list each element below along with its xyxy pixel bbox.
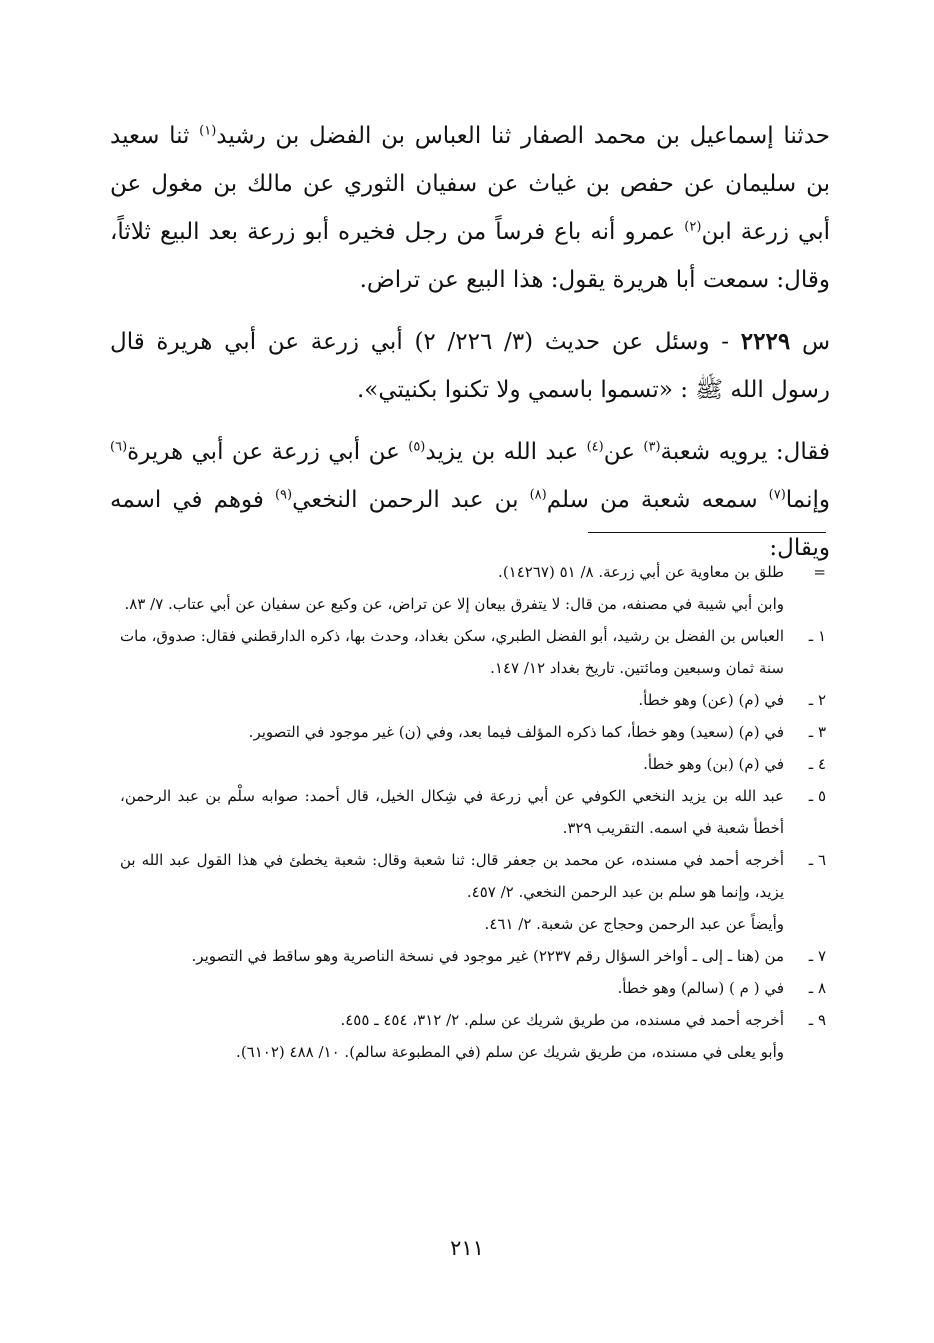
footnotes	[120, 556, 826, 1068]
footnote-line: وأبو يعلى في مسنده، من طريق شريك عن سلم (في المطبوعة سالم). ١٠/ ٤٨٨ (٦١٠٢).	[236, 1043, 784, 1061]
text-run: - وسئل عن حديث (٣/ ٢٢٦/ ٢) أبي زرعة عن أبي هريرة قال رسول الله ﷺ : «تسموا باسمي ولا تكنوا بكنيتي».	[110, 329, 830, 403]
footnote-line: وابن أبي شيبة في مصنفه، من قال: لا يتفرق بيعان إلا عن تراض، عن وكيع عن سفيان عن أبي عتاب. ٧/ ٨٣.	[124, 595, 784, 613]
paragraph-2	[110, 318, 830, 414]
footnote-divider	[588, 532, 826, 533]
footnote-body	[120, 620, 784, 684]
text-run: بن عبد الرحمن النخعي	[292, 487, 530, 513]
footnote-body	[120, 556, 784, 620]
footnote-number: ٥ ـ	[808, 787, 826, 805]
question-number: ٢٢٢٩	[740, 328, 791, 355]
main-text	[110, 112, 830, 586]
footnote-line: عبد الله بن يزيد النخعي الكوفي عن أبي زرعة في شِكال الخيل، قال أحمد: صوابه سلْم بن عبد الرحمن، أخطأ شعبة في اسمه. التقريب ٣٢٩.	[120, 787, 784, 837]
footnote-ref-2[interactable]: (٢)	[684, 219, 702, 235]
footnote-8	[120, 972, 826, 1004]
footnote-body	[120, 684, 784, 716]
text-run: سمعه شعبة من سلم	[546, 487, 769, 513]
footnote-line: في (م) (سعيد) وهو خطأ، كما ذكره المؤلف فيما بعد، وفي (ن) غير موجود في التصوير.	[248, 723, 784, 741]
text-run: عبد الله بن يزيد	[425, 439, 587, 465]
footnote-6	[120, 844, 826, 940]
text-run: عمرو أنه باع فرساً من رجل فخيره أبو زرعة بعد البيع ثلاثاً، وقال: سمعت أبا هريرة يقول: هذا البيع عن تراض.	[110, 219, 830, 293]
footnote-body	[120, 844, 784, 940]
text-run: حدثنا إسماعيل بن محمد الصفار ثنا العباس بن الفضل بن رشيد	[216, 123, 830, 149]
footnote-number: ٣ ـ	[808, 723, 826, 741]
footnote-line: في ( م ) (سالم) وهو خطأ.	[617, 979, 784, 997]
text-run: ثنا سعيد بن سليمان عن حفص بن غياث عن سفيان الثوري عن مالك بن مغول عن أبي زرعة ابن	[110, 123, 830, 245]
text-run: وإنما	[785, 487, 830, 513]
footnote-ref-7[interactable]: (٧)	[768, 487, 786, 503]
footnote-2	[120, 684, 826, 716]
text-run: فقال: يرويه شعبة	[660, 439, 831, 465]
footnote-number: ٤ ـ	[808, 755, 826, 773]
page-number: ٢١١	[450, 1236, 484, 1260]
footnote-number: =	[813, 563, 826, 581]
footnote-number: ١ ـ	[808, 627, 826, 645]
footnote-body	[120, 716, 784, 748]
footnote-ref-8[interactable]: (٨)	[529, 487, 547, 503]
footnote-ref-4[interactable]: (٤)	[586, 439, 604, 455]
footnote-body	[120, 940, 784, 972]
footnote-1	[120, 620, 826, 684]
text-run: عن أبي زرعة عن أبي هريرة	[127, 439, 409, 465]
footnote-continued	[120, 556, 826, 620]
footnote-body	[120, 780, 784, 844]
question-prefix: س	[790, 329, 831, 355]
footnote-line: وأيضاً عن عبد الرحمن وحجاج عن شعبة. ٢/ ٤٦١.	[484, 915, 784, 933]
footnote-line: في (م) (بن) وهو خطأ.	[643, 755, 784, 773]
footnote-line: العباس بن الفضل بن رشيد، أبو الفضل الطبري، سكن بغداد، وحدث بها، ذكره الدارقطني فقال: صدوق، مات سنة ثمان وسبعين ومائتين. تاريخ بغداد ١٢/ ١٤٧.	[120, 627, 784, 677]
footnote-ref-9[interactable]: (٩)	[274, 487, 293, 503]
text-run: عن	[603, 439, 644, 465]
footnote-line: من (هنا ـ إلى ـ أواخر السؤال رقم ٢٢٣٧) غير موجود في نسخة الناصرية وهو ساقط في التصوير.	[191, 947, 784, 965]
footnote-7	[120, 940, 826, 972]
footnote-ref-6[interactable]: (٦)	[110, 439, 128, 455]
footnote-line: في (م) (عن) وهو خطأ.	[638, 691, 784, 709]
paragraph-3	[110, 428, 830, 572]
footnote-number: ٢ ـ	[808, 691, 826, 709]
footnote-line: أخرجه أحمد في مسنده، عن محمد بن جعفر قال: ثنا شعبة وقال: شعبة يخطئ في هذا القول عبد الله بن يزيد، وإنما هو سلم بن عبد الرحمن النخعي. ٢/ ٤٥٧.	[120, 851, 784, 901]
footnote-body	[120, 1004, 784, 1068]
footnote-number: ٨ ـ	[808, 979, 826, 997]
footnote-5	[120, 780, 826, 844]
footnote-ref-3[interactable]: (٣)	[643, 439, 661, 455]
footnote-body	[120, 972, 784, 1004]
paragraph-1	[110, 112, 830, 304]
footnote-number: ٩ ـ	[808, 1011, 826, 1029]
footnote-ref-1[interactable]: (١)	[199, 123, 217, 139]
footnote-line: أخرجه أحمد في مسنده، من طريق شريك عن سلم. ٢/ ٣١٢، ٤٥٤ ـ ٤٥٥.	[340, 1011, 784, 1029]
text-run: فوهم في اسمه ويقال:	[110, 487, 830, 561]
footnote-number: ٦ ـ	[808, 851, 826, 869]
footnote-line: طلق بن معاوية عن أبي زرعة. ٨/ ٥١ (١٤٢٦٧).	[498, 563, 784, 581]
footnote-4	[120, 748, 826, 780]
footnote-9	[120, 1004, 826, 1068]
footnote-body	[120, 748, 784, 780]
footnote-3	[120, 716, 826, 748]
footnote-number: ٧ ـ	[808, 947, 826, 965]
footnote-ref-5[interactable]: (٥)	[408, 439, 426, 455]
